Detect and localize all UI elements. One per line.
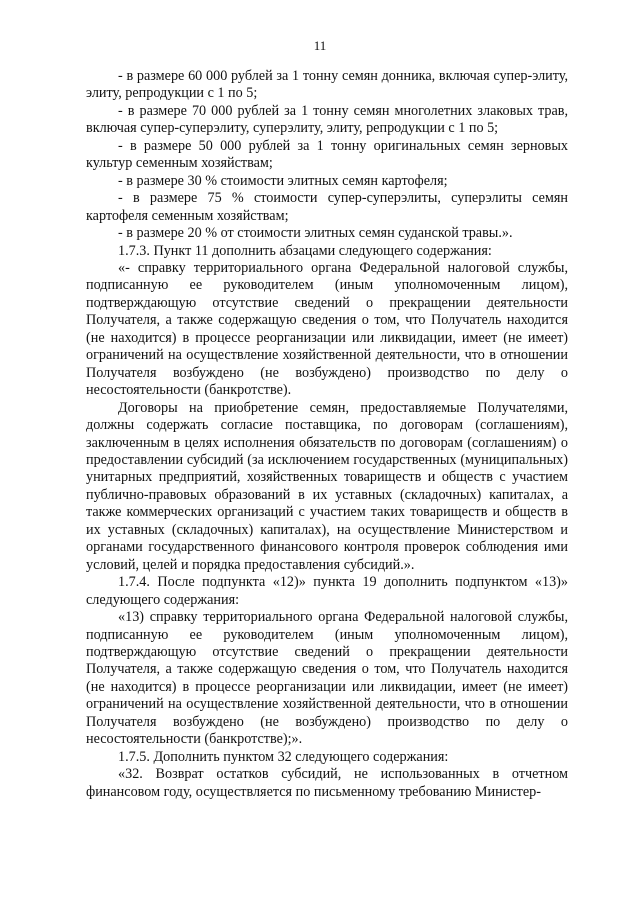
- paragraph-seed-grain: - в размере 50 000 рублей за 1 тонну оригинальных семян зерновых культур семенным хозяйствам;: [86, 137, 568, 172]
- paragraph-seed-melilot: - в размере 60 000 рублей за 1 тонну семян донника, включая супер-элиту, элиту, репродукции с 1 по 5;: [86, 68, 568, 102]
- paragraph-potato-elite: - в размере 30 % стоимости элитных семян картофеля;: [118, 172, 448, 189]
- page-number: 11: [313, 38, 327, 53]
- paragraph-clause-32: «32. Возврат остатков субсидий, не использованных в отчетном финансовом году, осуществляется по письменному требованию Министер-: [86, 766, 568, 800]
- paragraph-1-7-3: 1.7.3. Пункт 11 дополнить абзацами следующего содержания:: [118, 242, 492, 259]
- paragraph-tax-certificate: «- справку территориального органа Федеральной налоговой службы, подписанную ее руководителем (иным уполномоченным лицом), подтверждающую отсутствие сведений о прекращении деятельности Получателя, а также содержащую сведения о том, что Получатель находится (не находится) в процессе реорганизации или ликвидации, имеет (не имеет) ограничений на осуществление хозяйственной деятельности, что в отношении Получателя возбуждено (не возбуждено) производство по делу о несостоятельности (банкротстве).: [86, 259, 568, 399]
- paragraph-seed-contracts: Договоры на приобретение семян, предоставляемые Получателями, должны содержать согласие поставщика, по договорам (соглашениям), заключенным в целях исполнения обязательств по договорам (соглашениям) о предоставлении субсидий (за исключением государственных (муниципальных) унитарных предприятий, хозяйственных товариществ и обществ с участием публично-правовых образований в их уставных (складочных) капиталах, а также коммерческих организаций с участием таких товариществ и обществ в их уставных (складочных) капиталах), на осуществление Министерством и органами государственного финансового контроля проверок соблюдения ими условий, целей и порядка предоставления субсидий.».: [86, 399, 568, 573]
- paragraph-subclause-13: «13) справку территориального органа Федеральной налоговой службы, подписанную ее руководителем (иным уполномоченным лицом), подтверждающую отсутствие сведений о прекращении деятельности Получателя, а также содержащую сведения о том, что Получатель находится (не находится) в процессе реорганизации или ликвидации, имеет (не имеет) ограничений на осуществление хозяйственной деятельности, что в отношении Получателя возбуждено (не возбуждено) производство по делу о несостоятельности (банкротстве);».: [86, 609, 568, 748]
- paragraph-1-7-4: 1.7.4. После подпункта «12)» пункта 19 дополнить подпунктом «13)» следующего содержания:: [86, 574, 568, 608]
- document-body: [86, 68, 568, 801]
- paragraph-seed-grasses: - в размере 70 000 рублей за 1 тонну семян многолетних злаковых трав, включая супер-суперэлиту, суперэлиту, элиту, репродукции с 1 по 5;: [86, 102, 568, 137]
- paragraph-sudan-grass: - в размере 20 % от стоимости элитных семян суданской травы.».: [118, 225, 513, 242]
- paragraph-1-7-5: 1.7.5. Дополнить пунктом 32 следующего содержания:: [118, 748, 449, 765]
- paragraph-potato-superelite: - в размере 75 % стоимости супер-суперэлиты, суперэлиты семян картофеля семенным хозяйствам;: [86, 190, 568, 224]
